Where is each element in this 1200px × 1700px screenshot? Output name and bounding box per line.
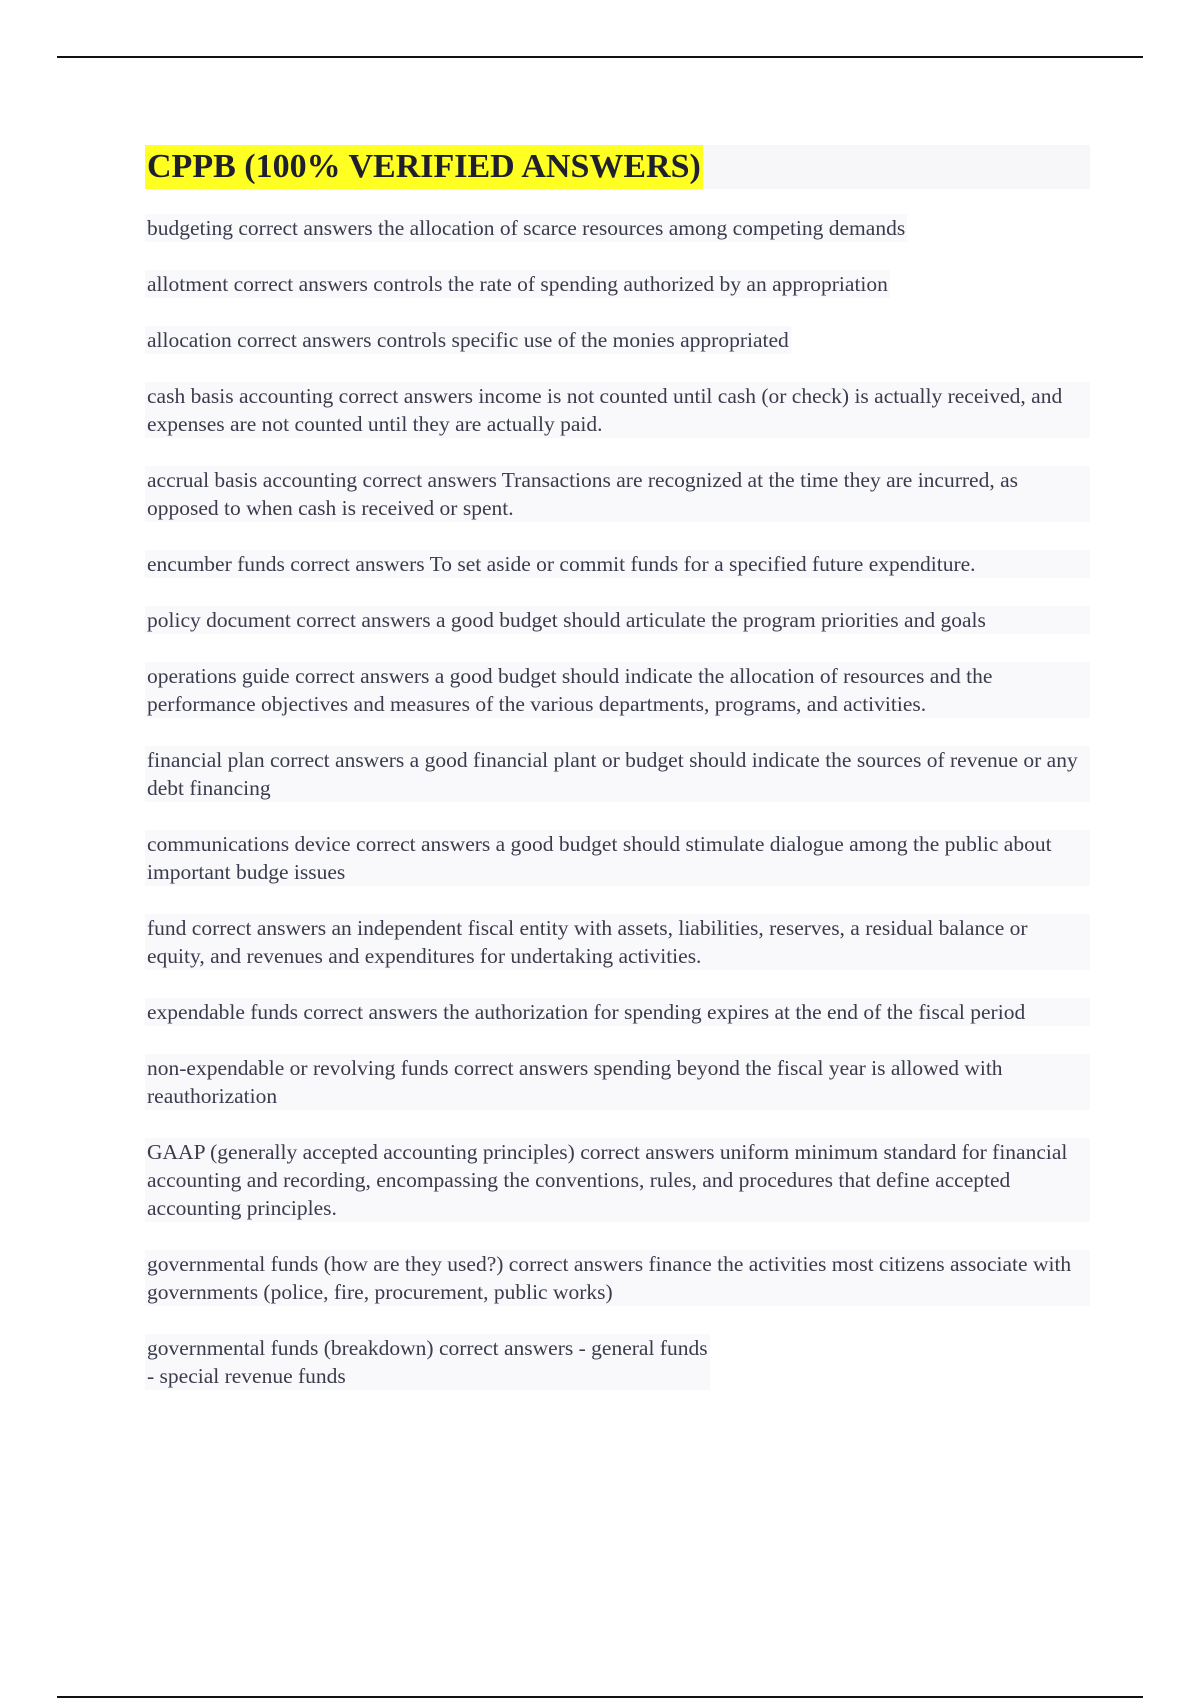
flashcard-entry-allocation: allocation correct answers controls specific use of the monies appropriated — [147, 328, 789, 352]
flashcard-entry-communications-device: communications device correct answers a good budget should stimulate dialogue among the public about important budge issues — [145, 830, 1090, 886]
flashcard-entry-gaap: GAAP (generally accepted accounting principles) correct answers uniform minimum standard for financial accounting and recording, encompassing the conventions, rules, and procedures that define accepted accounting principles. — [145, 1138, 1090, 1222]
flashcard-entry-governmental-funds-usage: governmental funds (how are they used?) correct answers finance the activities most citizens associate with governments (police, fire, procurement, public works) — [145, 1250, 1090, 1306]
document-title: CPPB (100% VERIFIED ANSWERS) — [145, 145, 703, 189]
flashcard-entry-fund: fund correct answers an independent fiscal entity with assets, liabilities, reserves, a residual balance or equity, and revenues and expenditures for undertaking activities. — [145, 914, 1090, 970]
flashcard-entry-allotment: allotment correct answers controls the rate of spending authorized by an appropriation — [147, 272, 888, 296]
bottom-divider — [57, 1696, 1143, 1698]
flashcard-entry-cash-basis-accounting: cash basis accounting correct answers income is not counted until cash (or check) is actually received, and expenses are not counted until they are actually paid. — [145, 382, 1090, 438]
flashcard-list — [145, 214, 1090, 1418]
flashcard-entry-operations-guide: operations guide correct answers a good budget should indicate the allocation of resources and the performance objectives and measures of the various departments, programs, and activities. — [145, 662, 1090, 718]
flashcard-entry-expendable-funds: expendable funds correct answers the authorization for spending expires at the end of the fiscal period — [145, 998, 1090, 1026]
flashcard-entry-encumber-funds: encumber funds correct answers To set aside or commit funds for a specified future expenditure. — [145, 550, 1090, 578]
flashcard-entry-financial-plan: financial plan correct answers a good financial plant or budget should indicate the sources of revenue or any debt financing — [145, 746, 1090, 802]
flashcard-entry-accrual-basis-accounting: accrual basis accounting correct answers Transactions are recognized at the time they are incurred, as opposed to when cash is received or spent. — [145, 466, 1090, 522]
flashcard-entry-non-expendable-funds: non-expendable or revolving funds correct answers spending beyond the fiscal year is allowed with reauthorization — [145, 1054, 1090, 1110]
top-divider — [57, 56, 1143, 58]
flashcard-entry-policy-document: policy document correct answers a good budget should articulate the program priorities and goals — [145, 606, 1090, 634]
flashcard-entry-governmental-funds-breakdown: governmental funds (breakdown) correct answers - general funds - special revenue funds — [147, 1336, 708, 1388]
flashcard-entry-budgeting: budgeting correct answers the allocation of scarce resources among competing demands — [147, 216, 906, 240]
